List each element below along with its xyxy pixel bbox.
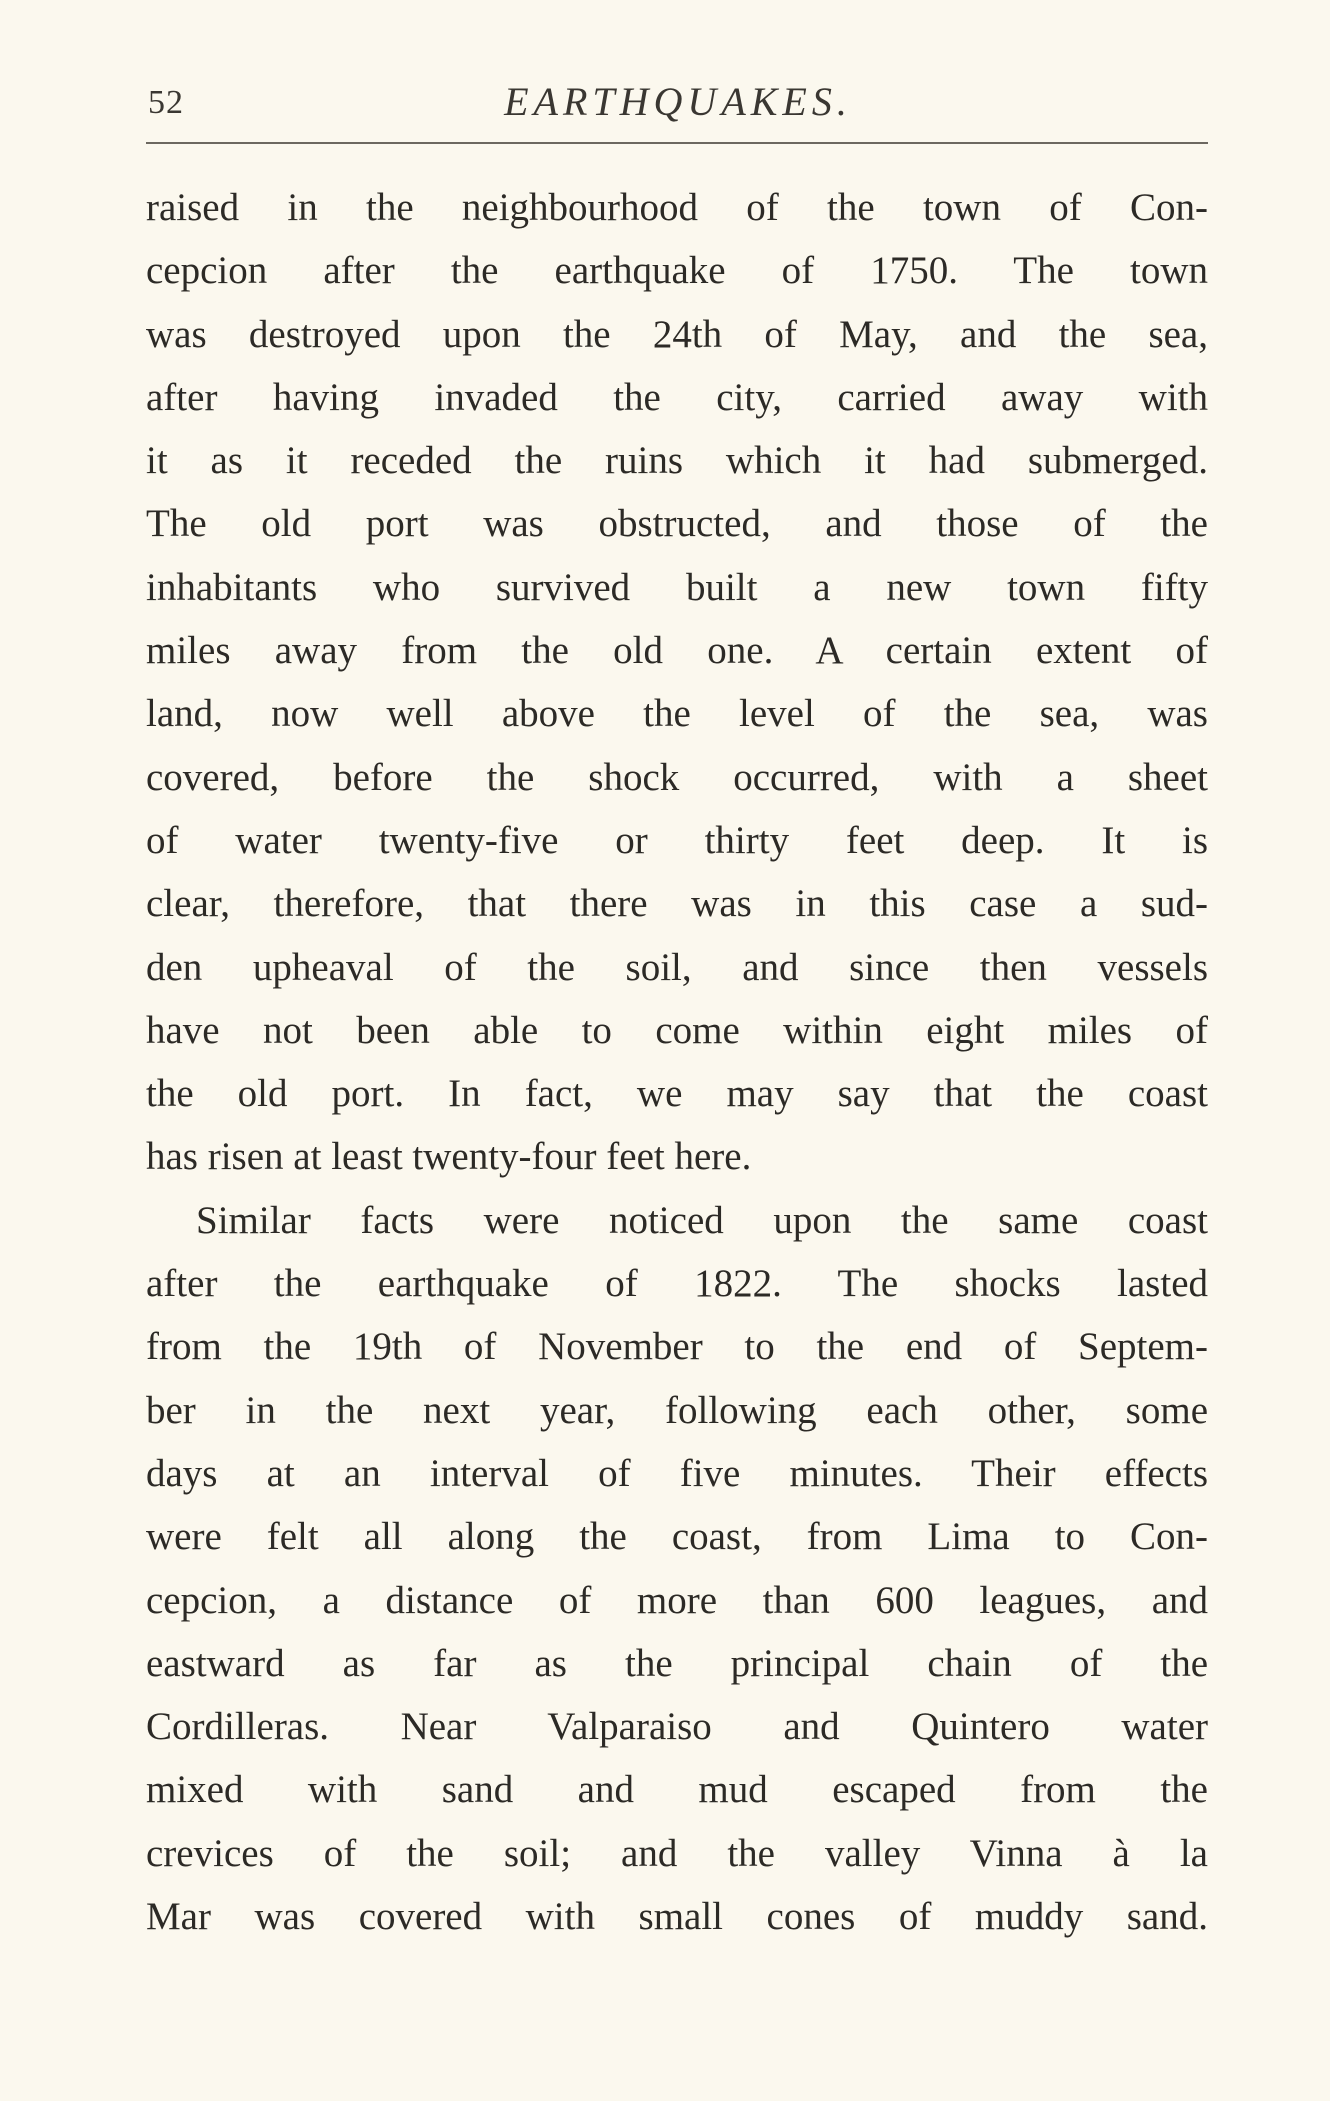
text-line: was destroyed upon the 24th of May, and the sea,	[146, 312, 1208, 356]
page-number: 52	[148, 84, 184, 121]
text-line: from the 19th of November to the end of Septem-	[146, 1325, 1208, 1369]
text-line: of water twenty-five or thirty feet deep. It is	[146, 818, 1208, 862]
text-line: have not been able to come within eight miles of	[146, 1008, 1208, 1052]
text-line: Cordilleras. Near Valparaiso and Quintero water	[146, 1705, 1208, 1749]
text-line: Mar was covered with small cones of muddy sand.	[146, 1895, 1208, 1939]
text-line: land, now well above the level of the sea, was	[146, 692, 1208, 736]
text-line: den upheaval of the soil, and since then vessels	[146, 945, 1208, 989]
text-line: clear, therefore, that there was in this case a sud-	[146, 882, 1208, 926]
text-line: ber in the next year, following each other, some	[146, 1388, 1208, 1432]
text-line: mixed with sand and mud escaped from the	[146, 1768, 1208, 1812]
text-line: were felt all along the coast, from Lima to Con-	[146, 1515, 1208, 1559]
text-line: inhabitants who survived built a new town fifty	[146, 565, 1208, 609]
text-line: eastward as far as the principal chain of the	[146, 1641, 1208, 1685]
text-line: after having invaded the city, carried away with	[146, 375, 1208, 419]
text-line: crevices of the soil; and the valley Vinna à la	[146, 1831, 1208, 1875]
page-title: EARTHQUAKES.	[504, 79, 852, 124]
text-line: miles away from the old one. A certain extent of	[146, 629, 1208, 673]
running-head	[148, 78, 1208, 134]
text-line: cepcion after the earthquake of 1750. The town	[146, 249, 1208, 293]
text-line: it as it receded the ruins which it had submerged.	[146, 439, 1208, 483]
text-line: covered, before the shock occurred, with a sheet	[146, 755, 1208, 799]
text-line: The old port was obstructed, and those of the	[146, 502, 1208, 546]
text-line: cepcion, a distance of more than 600 leagues, and	[146, 1578, 1208, 1622]
header-rule	[146, 142, 1208, 144]
body-text	[146, 176, 1208, 1948]
text-line: Similar facts were noticed upon the same coast	[196, 1198, 1208, 1242]
text-line: after the earthquake of 1822. The shocks lasted	[146, 1262, 1208, 1306]
text-line: days at an interval of five minutes. Their effects	[146, 1451, 1208, 1495]
text-line: the old port. In fact, we may say that the coast	[146, 1072, 1208, 1116]
text-line: raised in the neighbourhood of the town of Con-	[146, 186, 1208, 229]
text-line: has risen at least twenty-four feet here.	[146, 1135, 752, 1179]
